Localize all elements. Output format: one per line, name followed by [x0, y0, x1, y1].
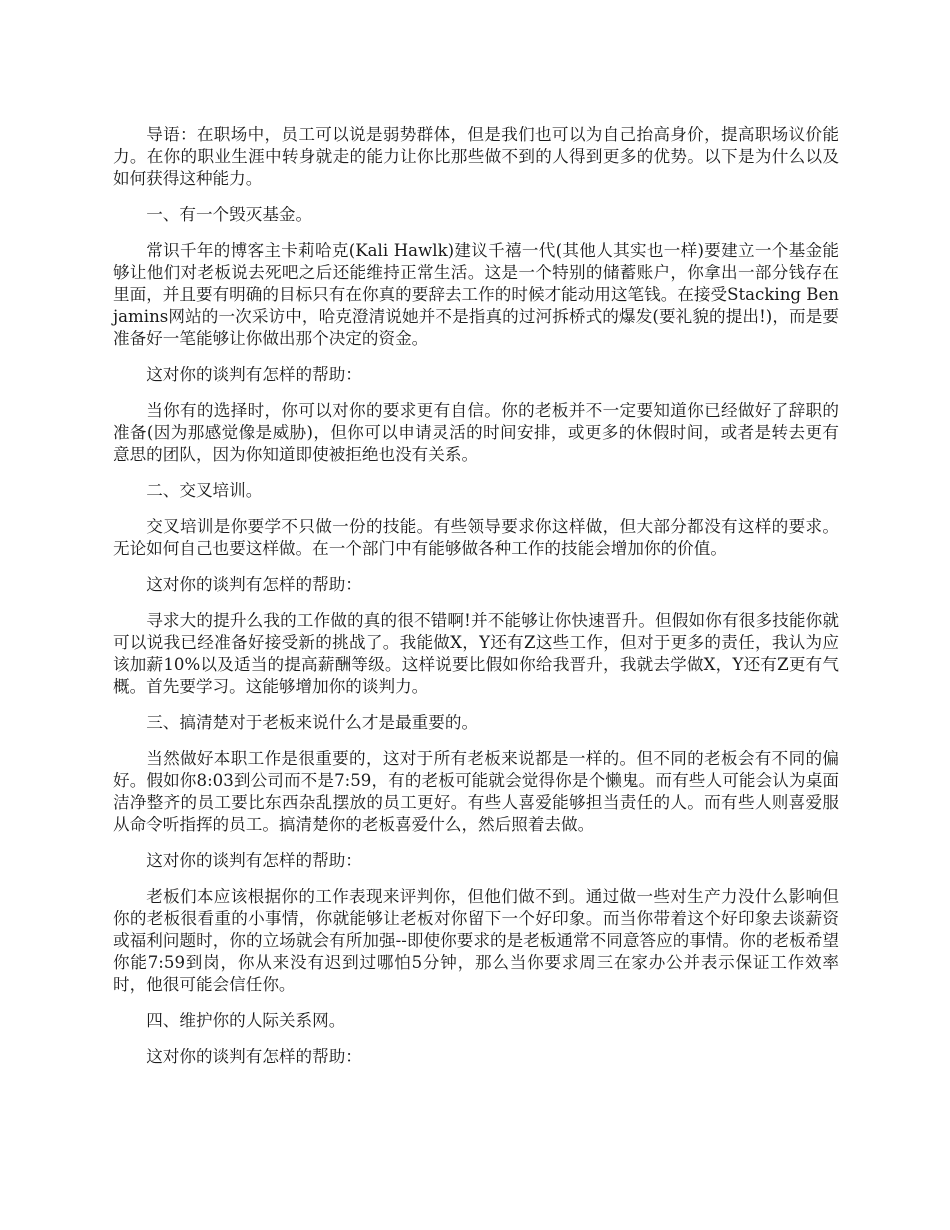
- document-page: [113, 124, 839, 1082]
- intro-paragraph: 导语：在职场中，员工可以说是弱势群体，但是我们也可以为自己抬高身价，提高职场议价能力。在你的职业生涯中转身就走的能力让你比那些做不到的人得到更多的优势。以下是为什么以及如何获得这种能力。: [113, 125, 839, 188]
- negotiation-help-heading-2: 这对你的谈判有怎样的帮助：: [146, 575, 362, 594]
- section-3-paragraph: 当然做好本职工作是很重要的，这对于所有老板来说都是一样的。但不同的老板会有不同的偏好。假如你8:03到公司而不是7:59，有的老板可能就会觉得你是个懒鬼。而有些人可能会认为桌面洁净整齐的员工要比东西杂乱摆放的员工更好。有些人喜爱能够担当责任的人。而有些人则喜爱服从命令听指挥的员工。搞清楚你的老板喜爱什么，然后照着去做。: [113, 749, 839, 834]
- negotiation-help-heading-3: 这对你的谈判有怎样的帮助：: [146, 851, 362, 870]
- section-heading-3: 三、搞清楚对于老板来说什么才是最重要的。: [146, 713, 479, 732]
- section-2-paragraph: 交叉培训是你要学不只做一份的技能。有些领导要求你这样做，但大部分都没有这样的要求。无论如何自己也要这样做。在一个部门中有能够做各种工作的技能会增加你的价值。: [113, 517, 839, 558]
- negotiation-help-paragraph-1: 当你有的选择时，你可以对你的要求更有自信。你的老板并不一定要知道你已经做好了辞职的准备(因为那感觉像是威胁)，但你可以申请灵活的时间安排，或更多的休假时间，或者是转去更有意思的团队，因为你知道即使被拒绝也没有关系。: [113, 401, 839, 464]
- negotiation-help-paragraph-2: 寻求大的提升么我的工作做的真的很不错啊!并不能够让你快速晋升。但假如你有很多技能你就可以说我已经准备好接受新的挑战了。我能做X，Y还有Z这些工作，但对于更多的责任，我认为应该加薪10%以及适当的提高薪酬等级。这样说要比假如你给我晋升，我就去学做X，Y还有Z更有气概。首先要学习。这能够增加你的谈判力。: [113, 611, 839, 696]
- section-heading-2: 二、交叉培训。: [146, 481, 263, 500]
- section-heading-1: 一、有一个毁灭基金。: [146, 205, 313, 224]
- section-heading-4: 四、维护你的人际关系网。: [146, 1011, 346, 1030]
- negotiation-help-heading-1: 这对你的谈判有怎样的帮助：: [146, 365, 362, 384]
- negotiation-help-heading-4: 这对你的谈判有怎样的帮助：: [146, 1047, 362, 1066]
- negotiation-help-paragraph-3: 老板们本应该根据你的工作表现来评判你，但他们做不到。通过做一些对生产力没什么影响但你的老板很看重的小事情，你就能够让老板对你留下一个好印象。而当你带着这个好印象去谈薪资或福利问题时，你的立场就会有所加强--即使你要求的是老板通常不同意答应的事情。你的老板希望你能7:59到岗，你从来没有迟到过哪怕5分钟，那么当你要求周三在家办公并表示保证工作效率时，他很可能会信任你。: [113, 887, 839, 994]
- section-1-paragraph: 常识千年的博客主卡莉哈克(Kali Hawlk)建议千禧一代(其他人其实也一样)要建立一个基金能够让他们对老板说去死吧之后还能维持正常生活。这是一个特别的储蓄账户，你拿出一部分钱存在里面，并且要有明确的目标只有在你真的要辞去工作的时候才能动用这笔钱。在接受Stacking Benjamins网站的一次采访中，哈克澄清说她并不是指真的过河拆桥式的爆发(要礼貌的提出!)，而是要准备好一笔能够让你做出那个决定的资金。: [113, 241, 839, 348]
